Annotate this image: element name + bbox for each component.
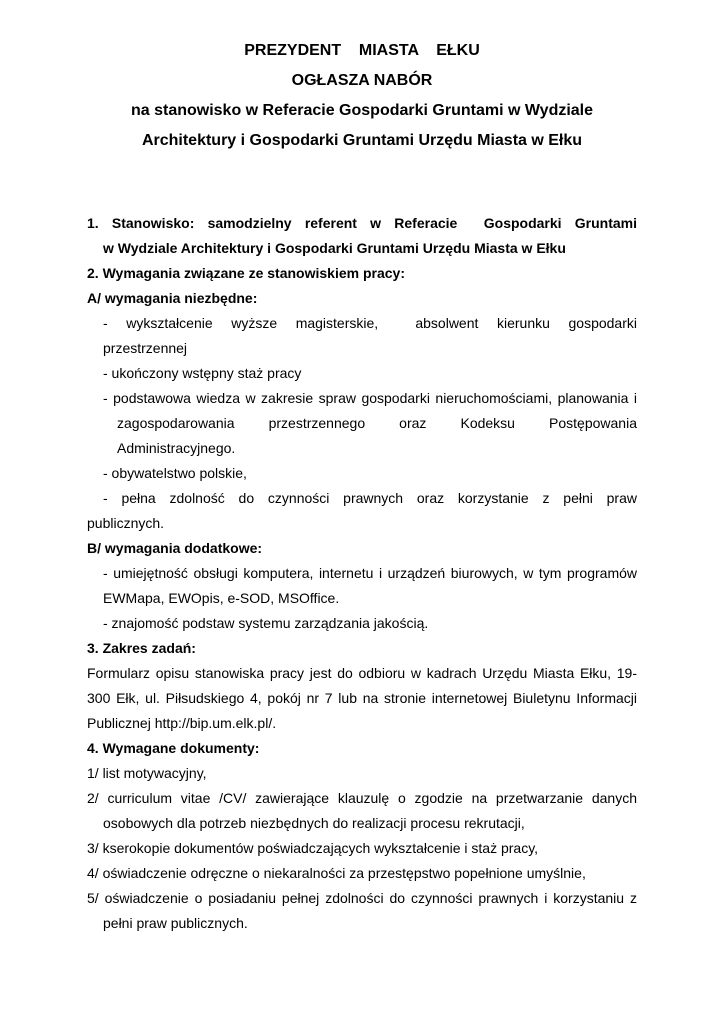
header-title: PREZYDENT MIASTA EŁKU (244, 42, 480, 59)
requirement-citizenship: - obywatelstwo polskie, (103, 465, 247, 481)
document-item-3: 3/ kserokopie dokumentów poświadczających wykształcenie i staż pracy, (87, 840, 539, 856)
document-item-2: 2/ curriculum vitae /CV/ zawierające klauzulę o zgodzie na przetwarzanie danych osobowych dla potrzeb niezbędnych do realizacji procesu rekrutacji, (87, 790, 637, 831)
document-item-1: 1/ list motywacyjny, (87, 765, 207, 781)
section4-heading: 4. Wymagane dokumenty: (87, 740, 260, 756)
requirement-internship: - ukończony wstępny staż pracy (103, 365, 302, 381)
header-subtitle: OGŁASZA NABÓR (291, 72, 433, 89)
document-item-4: 4/ oświadczenie odręczne o niekaralności za przestępstwo popełnione umyślnie, (87, 865, 586, 881)
announcement-header (0, 36, 724, 156)
header-position-line2: Architektury i Gospodarki Gruntami Urzędu Miasta w Ełku (141, 132, 583, 149)
header-position-line1: na stanowisko w Referacie Gospodarki Gruntami w Wydziale (130, 102, 594, 119)
requirement-computer-skills: - umiejętność obsługi komputera, internetu i urządzeń biurowych, w tym programów EWMapa, EWOpis, e-SOD, MSOffice. (103, 565, 637, 606)
section1-line1: 1. Stanowisko: samodzielny referent w Referacie Gospodarki Gruntami (87, 215, 637, 231)
section2-heading: 2. Wymagania związane ze stanowiskiem pracy: (87, 265, 405, 281)
requirement-quality-system: - znajomość podstaw systemu zarządzania jakością. (103, 615, 429, 631)
section1-line2: w Wydziale Architektury i Gospodarki Gruntami Urzędu Miasta w Ełku (103, 240, 566, 256)
requirement-education-cont: przestrzennej (103, 340, 188, 356)
requirement-knowledge: - podstawowa wiedza w zakresie spraw gospodarki nieruchomościami, planowania i zagospodarowania przestrzennego oraz Kodeksu Postępowania Administracyjnego. (103, 390, 637, 456)
requirement-education: - wykształcenie wyższe magisterskie, absolwent kierunku gospodarki (103, 315, 637, 331)
announcement-body (87, 211, 637, 936)
section3-text: Formularz opisu stanowiska pracy jest do odbioru w kadrach Urzędu Miasta Ełku, 19-300 Ełk, ul. Piłsudskiego 4, pokój nr 7 lub na stronie internetowej Biuletynu Informacji Publicznej http://bip.um.elk.pl/. (87, 665, 637, 731)
section3-heading: 3. Zakres zadań: (87, 640, 196, 656)
section2-b-heading: B/ wymagania dodatkowe: (87, 540, 263, 556)
requirement-legal-capacity: - pełna zdolność do czynności prawnych oraz korzystanie z pełni praw (103, 490, 637, 506)
requirement-legal-capacity-cont: publicznych. (87, 515, 165, 531)
document-item-5: 5/ oświadczenie o posiadaniu pełnej zdolności do czynności prawnych i korzystaniu z pełni praw publicznych. (87, 890, 637, 931)
section2-a-heading: A/ wymagania niezbędne: (87, 290, 258, 306)
